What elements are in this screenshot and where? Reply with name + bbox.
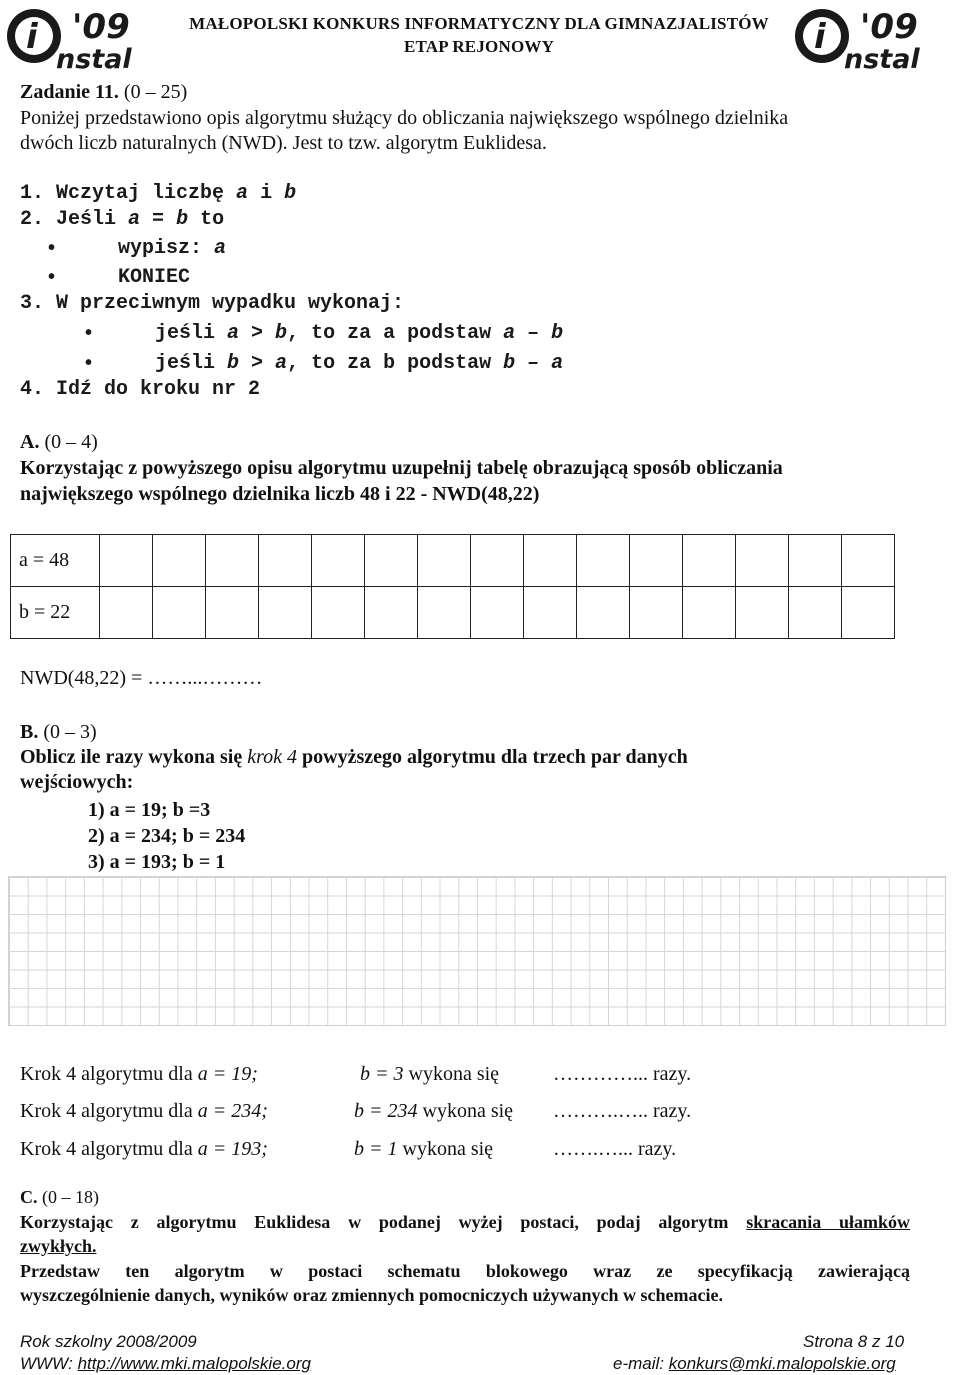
table-cell[interactable] <box>577 535 630 587</box>
table-cell[interactable] <box>259 587 312 639</box>
table-cell[interactable] <box>471 535 524 587</box>
partC-paragraph-2b: wyszczególnienie danych, wyników oraz zmiennych pomocniczych używanych w schemacie. <box>20 1285 723 1305</box>
partA-label: A. <box>20 431 40 453</box>
partB-text-line2: wejściowych: <box>20 771 134 793</box>
algorithm-bullet-print: • wypisz: a <box>118 237 226 260</box>
logo-letter: i <box>26 17 38 57</box>
table-cell[interactable] <box>365 535 418 587</box>
contest-logo-right <box>790 2 958 74</box>
algorithm-bullet-a-gt-b: • jeśli a > b, to za a podstaw a – b <box>155 322 563 345</box>
table-cell[interactable] <box>100 587 153 639</box>
table-cell[interactable] <box>789 587 842 639</box>
algorithm-step-4: 4. Idź do kroku nr 2 <box>20 378 261 401</box>
partB-pair-2: 2) a = 234; b = 234 <box>88 825 246 847</box>
contest-logo-left <box>2 2 170 74</box>
footer-www: WWW: http://www.mki.malopolskie.org <box>20 1354 311 1373</box>
table-cell[interactable] <box>418 587 471 639</box>
task-heading <box>20 80 187 104</box>
scratch-grid[interactable] <box>8 876 946 1026</box>
table-cell[interactable] <box>842 535 895 587</box>
header-subtitle: ETAP REJONOWY <box>403 37 555 56</box>
partC-paragraph-2a: Przedstaw ten algorytm w postaci schematu blokowego wraz ze specyfikacją zawierającą <box>20 1261 910 1281</box>
table-cell[interactable] <box>100 535 153 587</box>
table-row-b <box>11 587 895 639</box>
answer-blank[interactable]: ……….….. razy. <box>553 1100 692 1122</box>
table-cell[interactable] <box>206 535 259 587</box>
logo-word: nstal <box>56 44 132 74</box>
answer-blank[interactable]: …….…... razy. <box>553 1138 677 1160</box>
partB-pair-3: 3) a = 193; b = 1 <box>88 851 226 873</box>
table-row-a <box>11 535 895 587</box>
task-title: Zadanie 11. <box>20 81 119 103</box>
partB-pair-1: 1) a = 19; b =3 <box>88 799 211 821</box>
table-cell[interactable] <box>683 535 736 587</box>
table-cell[interactable] <box>206 587 259 639</box>
task-points: (0 – 25) <box>123 81 188 103</box>
partA-points: (0 – 4) <box>44 431 98 453</box>
row-label-a: a = 48 <box>11 535 100 587</box>
table-cell[interactable] <box>736 535 789 587</box>
table-cell[interactable] <box>842 587 895 639</box>
algorithm-step-2: 2. Jeśli a = b to <box>20 208 225 231</box>
table-cell[interactable] <box>736 587 789 639</box>
task-intro-line1: Poniżej przedstawiono opis algorytmu służący do obliczania największego wspólnego dzielnika <box>20 107 789 129</box>
footer-email-link[interactable]: konkurs@mki.malopolskie.org <box>668 1354 896 1373</box>
algorithm-step-1: 1. Wczytaj liczbę a i b <box>20 182 297 205</box>
partA-heading <box>20 430 98 454</box>
partC-points: (0 – 18) <box>42 1187 99 1207</box>
table-cell[interactable] <box>312 535 365 587</box>
table-cell[interactable] <box>524 535 577 587</box>
table-cell[interactable] <box>365 587 418 639</box>
logo-letter: i <box>814 17 826 57</box>
task-intro-line2: dwóch liczb naturalnych (NWD). Jest to tzw. algorytm Euklidesa. <box>20 132 547 154</box>
partA-text-line1: Korzystając z powyższego opisu algorytmu uzupełnij tabelę obrazującą sposób obliczania <box>20 457 783 479</box>
table-cell[interactable] <box>789 535 842 587</box>
algorithm-bullet-b-gt-a: • jeśli b > a, to za b podstaw b – a <box>155 352 563 375</box>
footer-year: Rok szkolny 2008/2009 <box>20 1332 197 1351</box>
partB-heading <box>20 720 97 744</box>
algorithm-step-3: 3. W przeciwnym wypadku wykonaj: <box>20 292 405 315</box>
partC-heading <box>20 1185 99 1209</box>
table-cell[interactable] <box>630 535 683 587</box>
table-cell[interactable] <box>312 587 365 639</box>
footer-www-link[interactable]: http://www.mki.malopolskie.org <box>77 1354 311 1373</box>
partC-paragraph-1b: zwykłych. <box>20 1236 97 1256</box>
table-cell[interactable] <box>153 535 206 587</box>
table-cell[interactable] <box>683 587 736 639</box>
partB-points: (0 – 3) <box>43 721 97 743</box>
row-label-b: b = 22 <box>11 587 100 639</box>
logo-year: '09 <box>860 7 918 47</box>
partB-label: B. <box>20 721 39 743</box>
partC-paragraph-1a: Korzystając z algorytmu Euklidesa w podanej wyżej postaci, podaj algorytm skracania ułamków <box>20 1212 910 1232</box>
logo-year: '09 <box>72 7 130 47</box>
table-cell[interactable] <box>577 587 630 639</box>
table-cell[interactable] <box>524 587 577 639</box>
footer-page-number: Strona 8 z 10 <box>803 1332 905 1351</box>
header-title: MAŁOPOLSKI KONKURS INFORMATYCZNY DLA GIMNAZJALISTÓW <box>189 14 769 33</box>
answer-blank[interactable]: …………... razy. <box>553 1063 692 1085</box>
table-cell[interactable] <box>471 587 524 639</box>
table-cell[interactable] <box>153 587 206 639</box>
table-cell[interactable] <box>630 587 683 639</box>
euclid-trace-table <box>10 534 895 639</box>
partA-result[interactable]: NWD(48,22) = ……...……… <box>20 667 263 689</box>
partB-text-line1: Oblicz ile razy wykona się krok 4 powyższego algorytmu dla trzech par danych <box>20 746 688 768</box>
table-cell[interactable] <box>259 535 312 587</box>
logo-word: nstal <box>844 44 920 74</box>
algorithm-bullet-end: • KONIEC <box>118 266 190 289</box>
partC-label: C. <box>20 1187 38 1207</box>
partA-text-line2: największego wspólnego dzielnika liczb 48 i 22 - NWD(48,22) <box>20 483 540 505</box>
table-cell[interactable] <box>418 535 471 587</box>
footer-email: e-mail: konkurs@mki.malopolskie.org <box>613 1354 896 1373</box>
